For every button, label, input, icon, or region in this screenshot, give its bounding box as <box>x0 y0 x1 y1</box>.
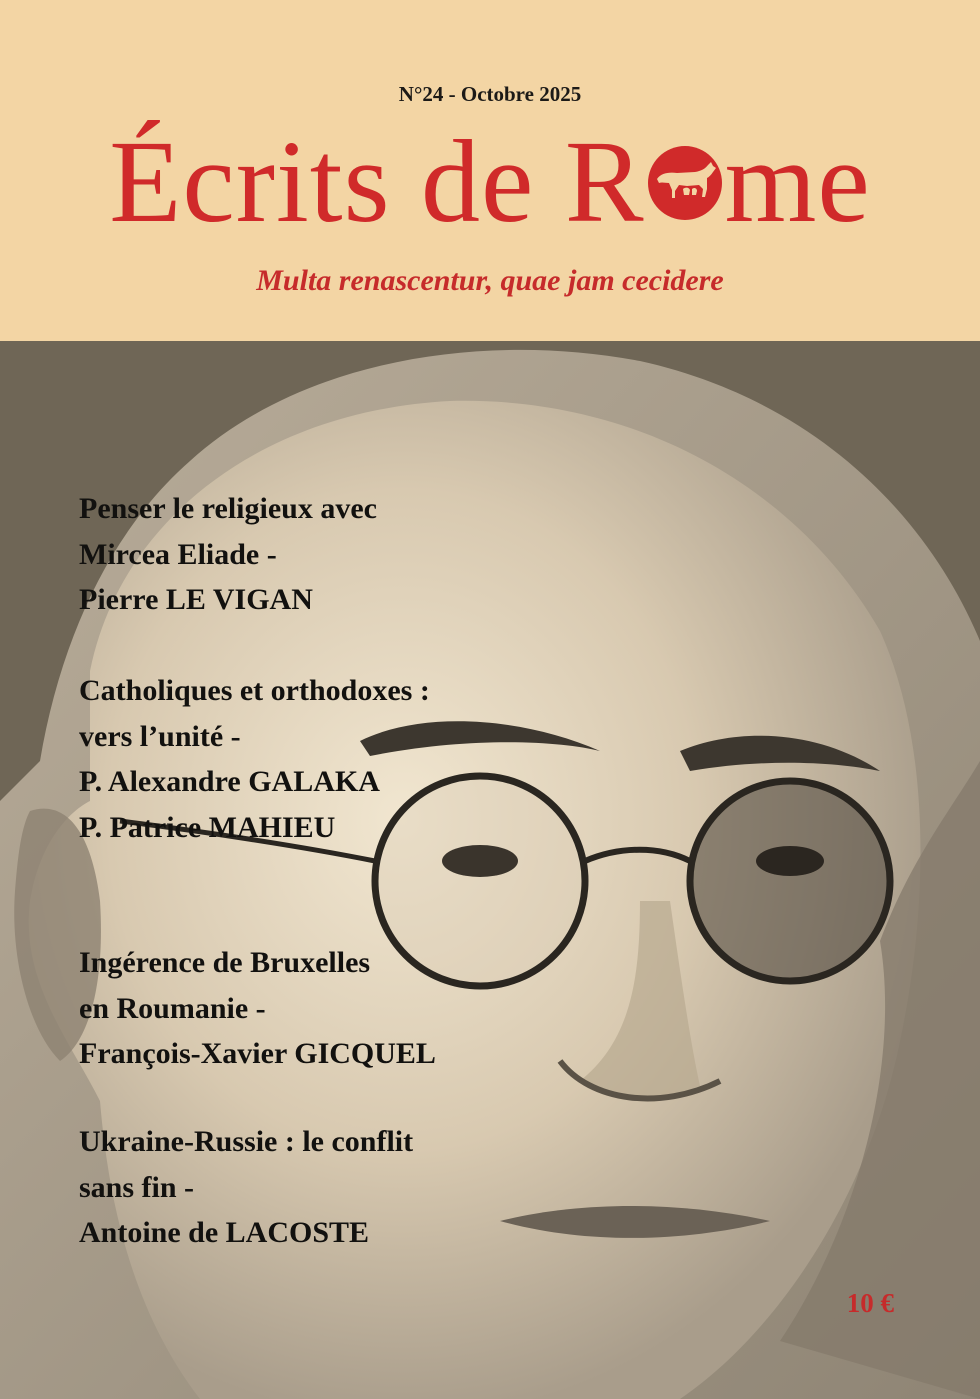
article-item <box>79 486 377 623</box>
article-author: Antoine de LACOSTE <box>79 1216 370 1249</box>
article-line: Catholiques et orthodoxes : <box>79 674 430 707</box>
motto: Multa renascentur, quae jam cecidere <box>256 264 724 297</box>
she-wolf-icon <box>647 145 723 221</box>
article-line: Mircea Eliade - <box>79 537 277 571</box>
article-author: P. Alexandre GALAKA <box>79 765 380 798</box>
title-text-end: me <box>724 116 871 247</box>
issue-number: N°24 - Octobre 2025 <box>398 82 582 106</box>
article-author: P. Patrice MAHIEU <box>79 810 336 844</box>
article-item <box>79 940 436 1077</box>
article-item <box>79 1119 413 1256</box>
article-line: Ingérence de Bruxelles <box>79 946 371 979</box>
article-line: Penser le religieux avec <box>79 492 377 525</box>
article-line: Ukraine-Russie : le conflit <box>79 1125 414 1158</box>
article-line: sans fin - <box>79 1170 195 1204</box>
article-line: en Roumanie - <box>79 991 266 1025</box>
title-text-start: Écrits de R <box>109 116 645 247</box>
magazine-title <box>0 112 980 252</box>
masthead <box>0 0 980 341</box>
article-author: François-Xavier GICQUEL <box>79 1037 436 1070</box>
article-author: Pierre LE VIGAN <box>79 583 313 616</box>
article-line: vers l’unité - <box>79 719 241 753</box>
article-item <box>79 668 430 850</box>
price-label: 10 € <box>846 1288 894 1318</box>
